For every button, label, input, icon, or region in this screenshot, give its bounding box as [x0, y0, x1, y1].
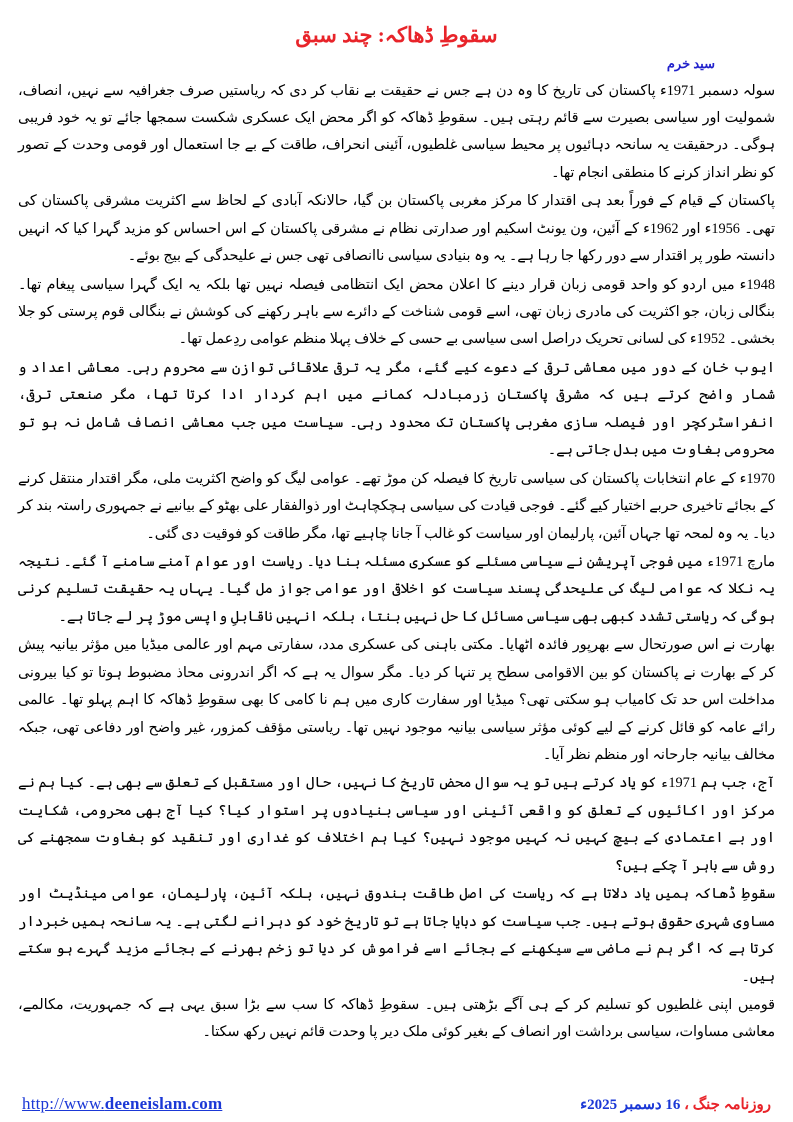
paragraph: 1948ء میں اردو کو واحد قومی زبان قرار دینے کا اعلان محض ایک انتظامی فیصلہ نہیں تھا بلکہ یہ ایک گہرا سیاسی پیغام تھا۔ بنگالی زبان، جو اکثریت کی مادری زبان تھی، اسے قومی شناخت کے دائرے سے باہر رکھنے کی کوشش نے بنگالی قوم پرستی کو جلا بخشی۔ 1952ء کی لسانی تحریک دراصل اسی سیاسی بے حسی کے خلاف پہلا منظم عوامی ردِعمل تھا۔ [18, 276, 775, 348]
source-date: 16 دسمبر 2025ء [580, 1097, 681, 1113]
paragraph: قومیں اپنی غلطیوں کو تسلیم کر کے ہی آگے بڑھتی ہیں۔ سقوطِ ڈھاکہ کا سب سے بڑا سبق یہی ہے کہ جمہوریت، مکالمے، معاشی مساوات، سیاسی برداشت اور انصاف کے بغیر کوئی ملک دیر پا وحدت قائم نہیں رکھ سکتا۔ [18, 996, 775, 1041]
website-url-domain: deeneislam.com [104, 1094, 223, 1113]
paragraph: پاکستان کے قیام کے فوراً بعد ہی اقتدار کا مرکز مغربی پاکستان بن گیا، حالانکہ آبادی کے لحاظ سے اکثریت مشرقی پاکستان کی تھی۔ 1956ء اور 1962ء کے آئین، ون یونٹ اسکیم اور صدارتی نظام نے مشرقی پاکستان کے اس احساس کو مزید گہرا کیا کہ انہیں دانستہ طور پر اقتدار سے دور رکھا جا رہا ہے۔ یہ وہ بنیادی سیاسی ناانصافی تھی جس نے علیحدگی کے بیج بوئے۔ [18, 193, 776, 265]
paragraph: آج، جب ہم 1971ء کو یاد کرتے ہیں تو یہ سوال محض تاریخ کا نہیں، حال اور مستقبل کے تعلق سے بھی ہے۔ کیا ہم نے مرکز اور اکائیوں کے تعلق کو واقعی آئینی اور سیاسی بنیادوں پر استوار کیا؟ کیا آج بھی محرومی، شکایت اور بے اعتمادی کے بیچ کہیں نہ کہیں موجود نہیں؟ کیا ہم اختلاف کو غداری اور تنقید کو بغاوت سمجھنے کی روش سے باہر آ چکے ہیں؟ [18, 775, 775, 874]
paragraph: سقوطِ ڈھاکہ ہمیں یاد دلاتا ہے کہ ریاست کی اصل طاقت بندوق نہیں، بلکہ آئین، پارلیمان، عوامی مینڈیٹ اور مساوی شہری حقوق ہوتے ہیں۔ جب سیاست کو دبایا جاتا ہے تو تاریخ خود کو دہرانے لگتی ہے۔ یہ سانحہ ہمیں خبردار کرتا ہے کہ اگر ہم نے ماضی سے سیکھنے کے بجائے اسے فراموش کر دیا تو زخم بھرنے کے بجائے مزید گہرے ہو سکتے ہیں۔ [18, 886, 775, 985]
source-credit [580, 1095, 771, 1114]
paragraph: 1970ء کے عام انتخابات پاکستان کی سیاسی تاریخ کا فیصلہ کن موڑ تھے۔ عوامی لیگ کو واضح اکثریت ملی، مگر اقتدار منتقل کرنے کے بجائے تاخیری حربے اختیار کیے گئے۔ فوجی قیادت کی سیاسی ہچکچاہٹ اور ذوالفقار علی بھٹو کے بیانیے نے جمہوری راستہ بند کر دیا۔ یہ وہ لمحہ تھا جہاں آئین، پارلیمان اور سیاست کو غالب آ جانا چاہیے تھا، مگر طاقت کو فوقیت دی گئی۔ [18, 470, 775, 542]
website-link[interactable] [22, 1094, 222, 1114]
paragraph: مارچ 1971ء میں فوجی آپریشن نے سیاسی مسئلے کو عسکری مسئلہ بنا دیا۔ ریاست اور عوام آمنے سامنے آ گئے۔ نتیجہ یہ نکلا کہ عوامی لیگ کی علیحدگی پسند سیاست کو اخلاقی اور عوامی جواز مل گیا۔ یہاں یہ حقیقت تسلیم کرنی ہوگی کہ ریاستی تشدد کبھی بھی سیاسی مسائل کا حل نہیں بنتا، بلکہ انہیں ناقابلِ واپسی موڑ پر لے جاتا ہے۔ [18, 553, 775, 625]
author-byline: سید خرم [666, 55, 715, 71]
article-body [18, 78, 775, 1113]
page-title: سقوطِ ڈھاکہ: چند سبق [295, 23, 498, 47]
source-name: روزنامہ جنگ ، [684, 1097, 771, 1113]
website-url-prefix: http://www. [22, 1094, 105, 1113]
paragraph: بھارت نے اس صورتحال سے بھرپور فائدہ اٹھایا۔ مکتی باہنی کی عسکری مدد، سفارتی مہم اور عالمی میڈیا میں مؤثر بیانیہ پیش کر کے بھارت نے پاکستان کو بین الاقوامی سطح پر تنہا کر دیا۔ مگر سوال یہ ہے کہ اگر اندرونی محاذ مضبوط ہوتا تو کیا بیرونی مداخلت اس حد تک کامیاب ہو سکتی تھی؟ میڈیا اور سفارت کاری میں ہم نا کامی کا بھی سقوطِ ڈھاکہ کا اہم پہلو تھا۔ عالمی رائے عامہ کو قائل کرنے کے لیے کوئی مؤثر سیاسی بیانیہ موجود نہیں تھا۔ ریاستی مؤقف کمزور، غیر واضح اور دفاعی تھی، جبکہ مخالف بیانیہ جارحانہ اور منظم نظر آیا۔ [18, 637, 775, 763]
page-footer [0, 1080, 793, 1114]
paragraph: ایوب خان کے دور میں معاشی ترقی کے دعوے کیے گئے، مگر یہ ترقی علاقائی توازن سے محروم رہی۔ معاشی اعداد و شمار واضح کرتے ہیں کہ مشرقی پاکستان زرمبادلہ کمانے میں اہم کردار ادا کرتا تھا، مگر صنعتی ترقی، انفراسٹرکچر اور فیصلہ سازی مغربی پاکستان تک محدود رہی۔ سیاست میں جب معاشی انصاف شامل نہ ہو تو محرومی بغاوت میں بدل جاتی ہے۔ [18, 359, 775, 459]
paragraph: سولہ دسمبر 1971ء پاکستان کی تاریخ کا وہ دن ہے جس نے حقیقت بے نقاب کر دی کہ ریاستیں صرف جغرافیہ سے نہیں، انصاف، شمولیت اور سیاسی بصیرت سے قائم رہتی ہیں۔ سقوطِ ڈھاکہ کو اگر محض ایک عسکری شکست سمجھا جائے تو یہ خود فریبی ہوگی۔ درحقیقت یہ سانحہ دہائیوں پر محیط سیاسی غلطیوں، آئینی انحراف، طاقت کے بے جا استعمال اور قومی وحدت کے تصور کو نظر انداز کرنے کا منطقی انجام تھا۔ [18, 82, 775, 181]
